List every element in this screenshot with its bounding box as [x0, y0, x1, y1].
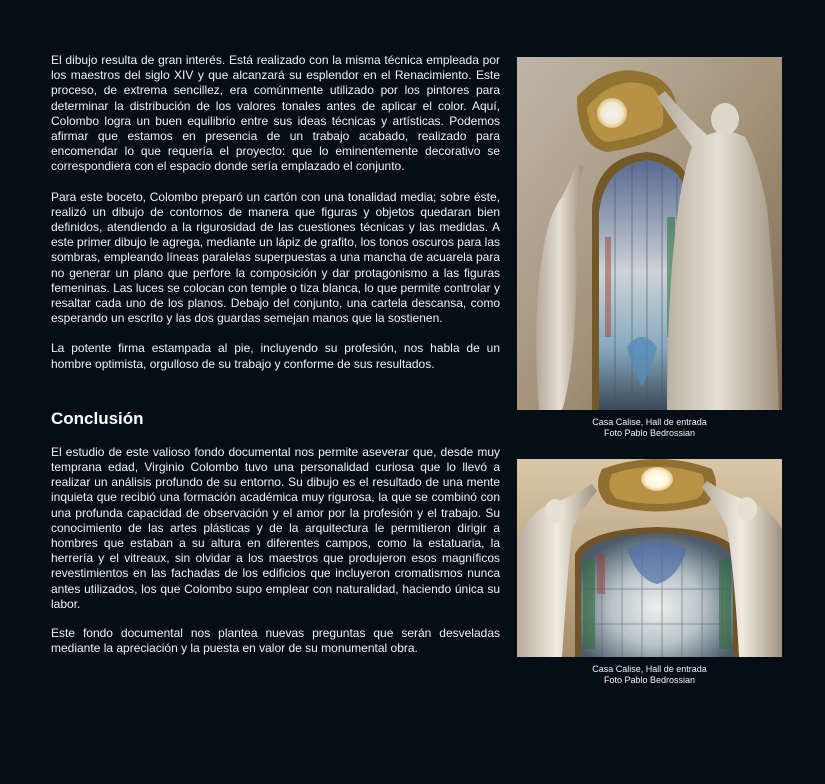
paragraph-1: El dibujo resulta de gran interés. Está realizado con la misma técnica empleada por los maestros del siglo XIV y que alcanzará su esplendor en el Renacimiento. Este proceso, de extrema sencillez, era comúnmente utilizado por los pintores para determinar la distribución de los valores tonales antes de aplicar el color. Aquí, Colombo logra un buen equilibrio entre sus ideas técnicas y artísticas. Podemos afirmar que estamos en presencia de un trabajo acabado, realizado para encomendar lo que requería el proyecto: que lo eminentemente decorativo se correspondiera con el espacio donde sería emplazado el conjunto. [51, 53, 500, 174]
paragraph-2: Para este boceto, Colombo preparó un cartón con una tonalidad media; sobre éste, realizó un dibujo de contornos de manera que figuras y objetos quedaran bien definidos, atendiendo a la rigurosidad de las cuestiones técnicas y las medidas. A este primer dibujo le agrega, mediante un lápiz de grafito, los tonos oscuros para las sombras, empleando líneas paralelas superpuestas a una mancha de acuarela para no generar un plano que perfore la composición y dar protagonismo a las figuras femeninas. Las luces se colocan con temple o tiza blanca, lo que permite controlar y resaltar cada uno de los planos. Debajo del conjunto, una cartela descansa, como esperando un escrito y las dos guardas semejan manos que la sostienen. [51, 189, 500, 326]
photo-1-caption-title: Casa Calise, Hall de entrada [592, 417, 707, 427]
conclusion-paragraph-2: Este fondo documental nos plantea nuevas preguntas que serán desveladas mediante la apreciación y la puesta en valor de su monumental obra. [51, 626, 500, 656]
photo-2-caption-credit: Foto Pablo Bedrossian [603, 675, 696, 685]
article-text [51, 53, 500, 657]
paragraph-3: La potente firma estampada al pie, incluyendo su profesión, nos habla de un hombre optimista, orgulloso de su trabajo y conforme de sus resultados. [51, 341, 500, 371]
photo-2-caption [517, 664, 782, 686]
photo-hall-window [517, 57, 782, 410]
conclusion-heading: Conclusión [51, 408, 144, 428]
photo-2-caption-title: Casa Calise, Hall de entrada [592, 664, 707, 674]
photo-1-caption [517, 417, 782, 439]
photo-1-caption-credit: Foto Pablo Bedrossian [603, 428, 696, 438]
photo-hall-stained-glass [517, 459, 782, 657]
conclusion-paragraph-1: El estudio de este valioso fondo documental nos permite aseverar que, desde muy temprana edad, Virginio Colombo tuvo una personalidad curiosa que lo llevó a realizar un análisis profundo de su entorno. Su dibujo es el resultado de una mente inquieta que recibió una formación académica muy rigurosa, la que se combinó con una profunda capacidad de observación y el amor por la profesión y el trabajo. Su conocimiento de las artes plásticas y de la arquitectura le permitieron dirigir a hombres que estaban a su altura en diferentes campos, como la estatuaria, la herrería y el vitreaux, sin olvidar a los maestros que produjeron esos magníficos revestimientos en las fachadas de los edificios que incluyeron cromatismos nunca antes utilizados, los que Colombo supo emplear con naturalidad, haciendo única su labor. [51, 444, 500, 611]
